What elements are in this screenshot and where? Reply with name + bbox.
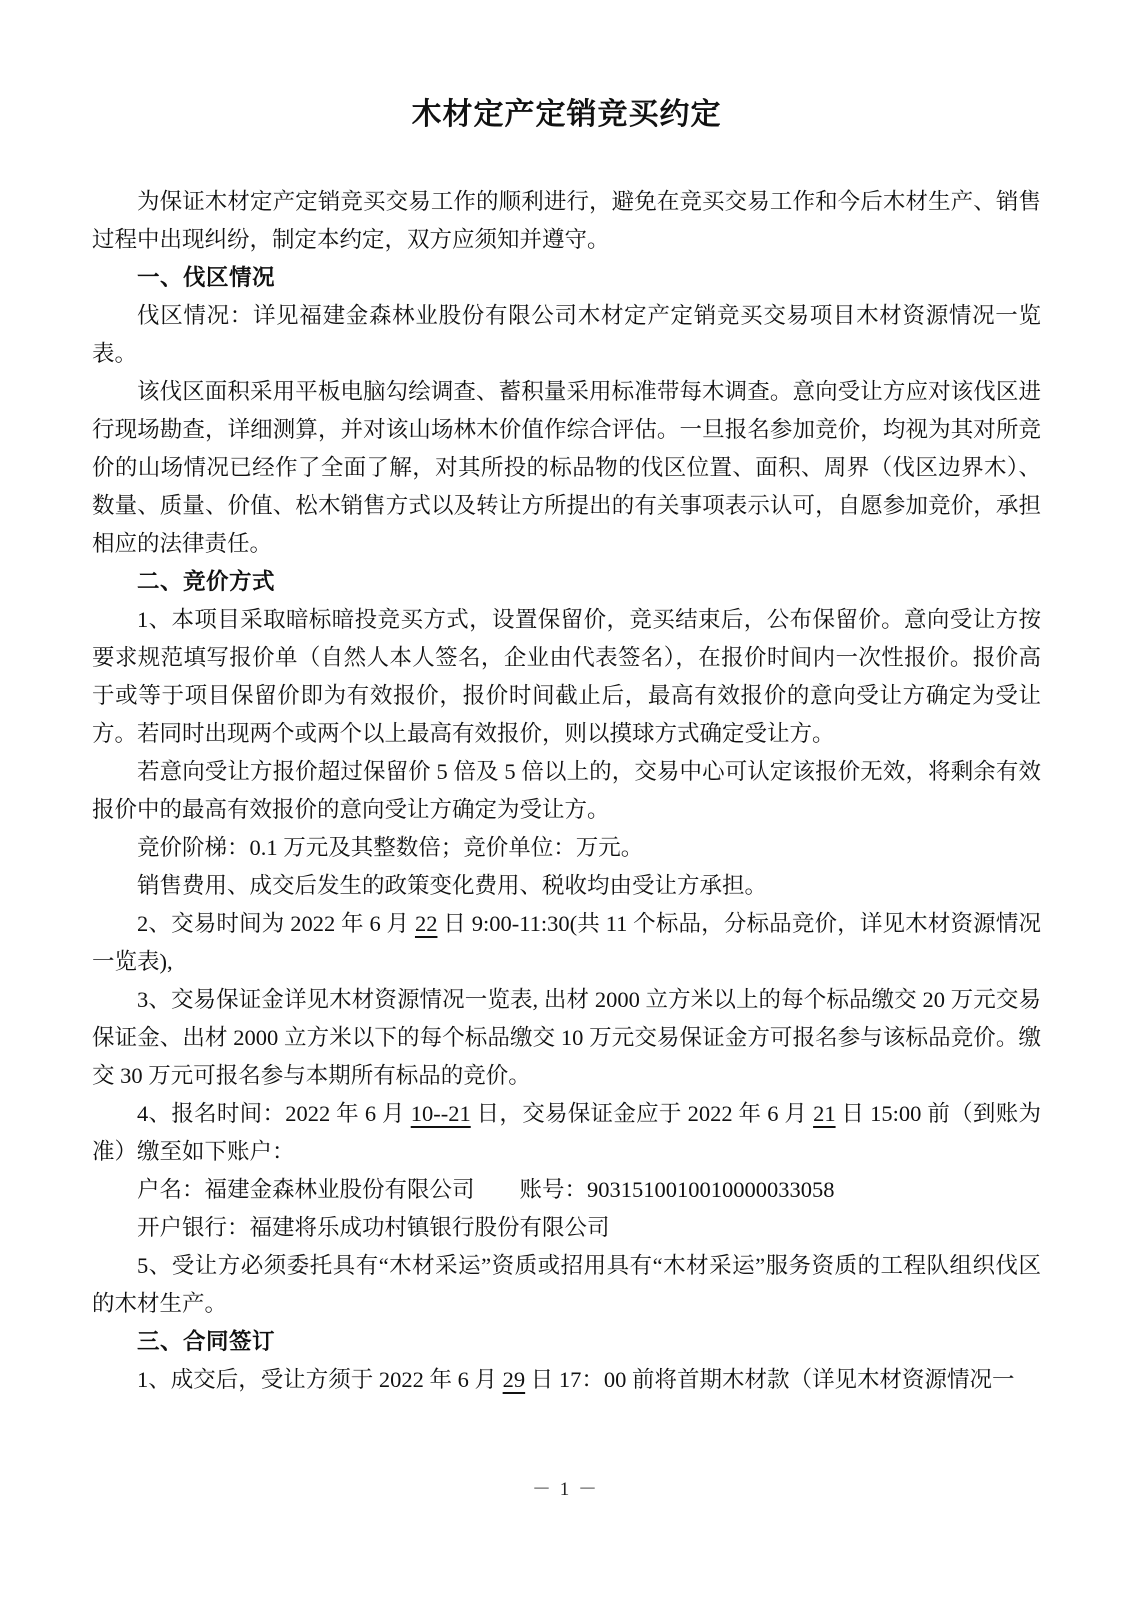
section-heading <box>92 259 1041 297</box>
text-run: 销售费用、成交后发生的政策变化费用、税收均由受让方承担。 <box>137 873 768 898</box>
page-number-footer: － 1 － <box>531 1479 599 1500</box>
text-run: 日 9:00-11:30(共 11 个标品，分标品竞价，详见木材资源情况一览表), <box>92 911 1041 974</box>
text-run: 竞价阶梯：0.1 万元及其整数倍；竞价单位：万元。 <box>137 835 644 860</box>
paragraph <box>92 1209 1041 1247</box>
paragraph <box>92 1171 1041 1209</box>
paragraph <box>92 867 1041 905</box>
paragraph <box>92 753 1041 829</box>
underlined-text: 22 <box>414 911 438 936</box>
section-heading <box>92 563 1041 601</box>
paragraph <box>92 297 1041 373</box>
section-heading <box>92 1323 1041 1361</box>
paragraph <box>92 373 1041 563</box>
text-run: 若意向受让方报价超过保留价 5 倍及 5 倍以上的，交易中心可认定该报价无效，将剩余有效报价中的最高有效报价的意向受让方确定为受让方。 <box>92 759 1041 822</box>
text-run: 2、交易时间为 2022 年 6 月 <box>137 911 415 936</box>
underlined-text: 10--21 <box>410 1101 471 1126</box>
text-run: 5、受让方必须委托具有“木材采运”资质或招用具有“木材采运”服务资质的工程队组织伐区的木材生产。 <box>92 1253 1041 1316</box>
paragraph <box>92 829 1041 867</box>
text-run: 日 17：00 前将首期木材款（详见木材资源情况一 <box>525 1367 1015 1392</box>
text-run: 该伐区面积采用平板电脑勾绘调查、蓄积量采用标准带每木调查。意向受让方应对该伐区进行现场勘查，详细测算，并对该山场林木价值作综合评估。一旦报名参加竞价，均视为其对所竞价的山场情况已经作了全面了解，对其所投的标品物的伐区位置、面积、周界（伐区边界木）、数量、质量、价值、松木销售方式以及转让方所提出的有关事项表示认可，自愿参加竞价，承担相应的法律责任。 <box>92 379 1041 556</box>
text-run: 4、报名时间：2022 年 6 月 <box>137 1101 411 1126</box>
underlined-text: 21 <box>813 1101 836 1126</box>
text-run: 三、合同签订 <box>137 1329 276 1354</box>
text-run: 一、伐区情况 <box>137 265 276 290</box>
underlined-text: 29 <box>502 1367 526 1392</box>
text-run: 伐区情况：详见福建金森林业股份有限公司木材定产定销竞买交易项目木材资源情况一览表。 <box>92 303 1041 366</box>
text-run: 3、交易保证金详见木材资源情况一览表, 出材 2000 立方米以上的每个标品缴交 20 万元交易保证金、出材 2000 立方米以下的每个标品缴交 10 万元交易保证金方可报名参与该标品竞价。缴交 30 万元可报名参与本期所有标品的竞价。 <box>92 987 1041 1088</box>
document-body <box>92 183 1041 1399</box>
text-run: 日 15:00 前（到账为准）缴至如下账户： <box>92 1101 1041 1164</box>
paragraph <box>92 183 1041 259</box>
text-run: 户名：福建金森林业股份有限公司 账号：9031510010010000033058 <box>137 1177 835 1202</box>
text-run: 1、本项目采取暗标暗投竞买方式，设置保留价，竞买结束后，公布保留价。意向受让方按要求规范填写报价单（自然人本人签名，企业由代表签名），在报价时间内一次性报价。报价高于或等于项目保留价即为有效报价，报价时间截止后，最高有效报价的意向受让方确定为受让方。若同时出现两个或两个以上最高有效报价，则以摸球方式确定受让方。 <box>92 607 1041 746</box>
paragraph <box>92 1361 1041 1399</box>
text-run: 日，交易保证金应于 2022 年 6 月 <box>470 1101 814 1126</box>
paragraph <box>92 905 1041 981</box>
text-run: 为保证木材定产定销竞买交易工作的顺利进行，避免在竞买交易工作和今后木材生产、销售过程中出现纠纷，制定本约定，双方应须知并遵守。 <box>92 189 1041 252</box>
paragraph <box>92 1095 1041 1171</box>
text-run: 开户银行：福建将乐成功村镇银行股份有限公司 <box>137 1215 610 1240</box>
paragraph <box>92 1247 1041 1323</box>
document-title: 木材定产定销竞买约定 <box>411 98 722 131</box>
paragraph <box>92 981 1041 1095</box>
text-run: 1、成交后，受让方须于 2022 年 6 月 <box>137 1367 503 1392</box>
paragraph <box>92 601 1041 753</box>
text-run: 二、竞价方式 <box>137 569 276 594</box>
